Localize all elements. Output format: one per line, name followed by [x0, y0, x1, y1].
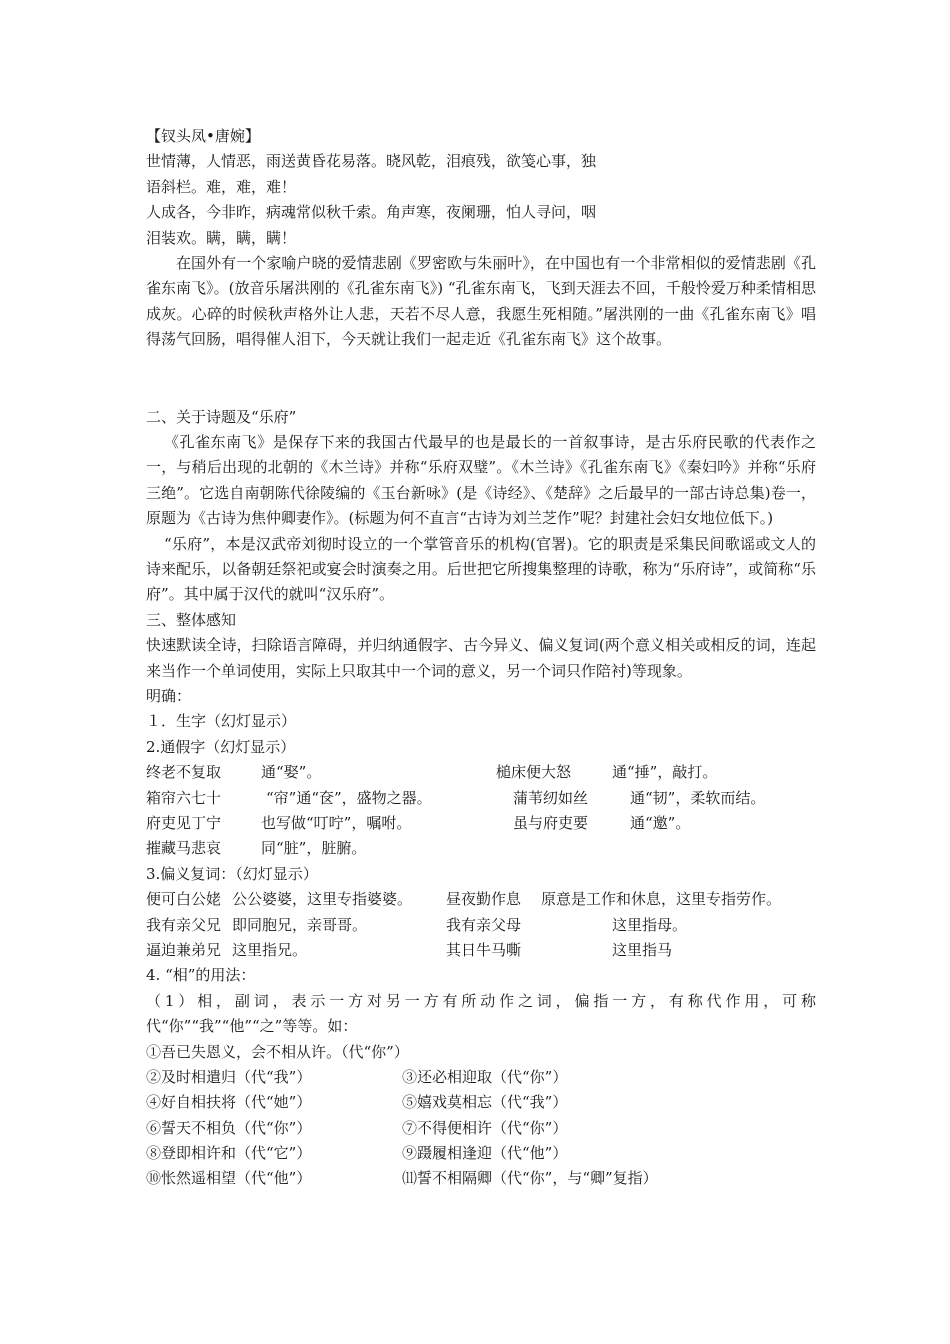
example-line: ②及时相遣归（代“我”） — [146, 1067, 312, 1086]
example-note: 通“韧”，柔软而结。 — [630, 788, 766, 807]
example-line: ⑾誓不相隔卿（代“你”，与“卿”复指） — [402, 1169, 658, 1188]
poem-line: 世情薄，人情恶，雨送黄昏花易落。晓风乾，泪痕残，欲笺心事，独 — [146, 152, 597, 171]
example-word: 槌床便大怒 — [496, 763, 572, 782]
example-line: ⑨蹑履相逢迎（代“他”） — [402, 1144, 568, 1163]
list-item: 4. “相”的用法： — [146, 966, 256, 985]
table-row — [146, 887, 816, 912]
section-heading: 三、整体感知 — [146, 610, 237, 629]
list-item: 2.通假字（幻灯显示） — [146, 737, 296, 756]
example-note: “帘”通“奁”，盛物之器。 — [266, 788, 432, 807]
table-row — [146, 938, 816, 963]
example-word: 我有亲父兄 — [146, 915, 222, 934]
example-note: 公公婆婆，这里专指婆婆。 — [232, 890, 413, 909]
example-word: 昼夜勤作息 — [446, 890, 522, 909]
example-note: 这里指兄。 — [232, 940, 308, 959]
example-note: 这里指母。 — [612, 915, 688, 934]
example-note: 即同胞兄，亲哥哥。 — [232, 915, 368, 934]
example-note: 也写做“叮咛”，嘱咐。 — [261, 813, 412, 832]
poem-title: 【钗头凤•唐婉】 — [146, 127, 260, 145]
body-paragraph: 快速默读全诗，扫除语言障碍，并归纳通假字、古今异义、偏义复词(两个意义相关或相反的词，连起来当作一个单词使用，实际上只取其中一个词的意义，另一个词只作陪衬)等现象。 — [146, 636, 816, 680]
example-note: 原意是工作和休息，这里专指劳作。 — [541, 890, 782, 909]
table-row — [146, 786, 816, 811]
section-heading: 二、关于诗题及“乐府” — [146, 407, 297, 426]
example-word: 终老不复取 — [146, 763, 222, 782]
body-paragraph: （1）相，副词，表示一方对另一方有所动作之词，偏指一方，有称代作用，可称代“你”“我”“他”“之”等等。如： — [146, 991, 816, 1036]
example-word: 蒲苇纫如丝 — [513, 788, 589, 807]
example-line: ⑩怅然遥相望（代“他”） — [146, 1169, 312, 1188]
example-word: 逼迫兼弟兄 — [146, 940, 222, 959]
example-word: 府吏见丁宁 — [146, 813, 222, 832]
clarify-label: 明确： — [146, 687, 192, 706]
table-row — [146, 1141, 816, 1166]
example-word: 摧藏马悲哀 — [146, 839, 222, 858]
body-paragraph: 《孔雀东南飞》是保存下来的我国古代最早的也是最长的一首叙事诗，是古乐府民歌的代表作之一，与稍后出现的北朝的《木兰诗》并称“乐府双璧”。《木兰诗》《孔雀东南飞》《秦妇吟》并称“乐府三绝”。它选自南朝陈代徐陵编的《玉台新咏》(是《诗经》、《楚辞》之后最早的一部古诗总集)卷一，原题为《古诗为焦仲卿妻作》。(标题为何不直言“古诗为刘兰芝作”呢？封建社会妇女地位低下。) — [146, 432, 816, 528]
example-note: 通“邀”。 — [630, 813, 691, 832]
table-row — [146, 913, 816, 938]
example-word: 虽与府吏要 — [513, 813, 589, 832]
table-row — [146, 1166, 816, 1191]
table-row — [146, 811, 816, 836]
example-line: ①吾已失恩义，会不相从许。（代“你”） — [146, 1042, 409, 1061]
example-line: ⑧登即相许和（代“它”） — [146, 1144, 312, 1163]
example-note: 这里指马 — [612, 940, 673, 959]
example-word: 其日牛马嘶 — [446, 940, 522, 959]
example-word: 便可白公姥 — [146, 890, 222, 909]
document-page — [146, 124, 816, 1192]
table-row — [146, 760, 816, 785]
example-word: 箱帘六七十 — [146, 788, 222, 807]
body-paragraph: “乐府”，本是汉武帝刘彻时设立的一个掌管音乐的机构(官署)。它的职责是采集民间歌谣或文人的诗来配乐，以备朝廷祭祀或宴会时演奏之用。后世把它所搜集整理的诗歌，称为“乐府诗”，或简称“乐府”。其中属于汉代的就叫“汉乐府”。 — [146, 534, 816, 604]
example-note: 通“捶”，敲打。 — [612, 763, 718, 782]
list-item: １．生字（幻灯显示） — [146, 712, 297, 731]
example-line: ⑦不得便相许（代“你”） — [402, 1118, 568, 1137]
list-item: 3.偏义复词：（幻灯显示） — [146, 864, 318, 883]
example-line: ⑥誓天不相负（代“你”） — [146, 1118, 312, 1137]
poem-line: 人成各，今非昨，病魂常似秋千索。角声寒，夜阑珊，怕人寻问，咽 — [146, 203, 597, 222]
example-line: ③还必相迎取（代“你”） — [402, 1067, 568, 1086]
example-word: 我有亲父母 — [446, 915, 522, 934]
poem-line: 泪装欢。瞒，瞒，瞒！ — [146, 228, 297, 247]
table-row — [146, 1090, 816, 1115]
poem-line: 语斜栏。难，难，难！ — [146, 177, 297, 196]
table-row — [146, 1065, 816, 1090]
example-line: ④好自相扶将（代“她”） — [146, 1093, 312, 1112]
table-row — [146, 1116, 816, 1141]
table-row — [146, 836, 816, 861]
example-note: 通“娶”。 — [261, 763, 322, 782]
example-line: ⑤嬉戏莫相忘（代“我”） — [402, 1093, 568, 1112]
intro-paragraph: 在国外有一个家喻户晓的爱情悲剧《罗密欧与朱丽叶》，在中国也有一个非常相似的爱情悲剧《孔雀东南飞》。(放音乐屠洪刚的《孔雀东南飞》) “孔雀东南飞，飞到天涯去不回，千般怜爱万种柔情相思成灰。心碎的时候秋声格外让人悲，天若不尽人意，我愿生死相随。”屠洪刚的一曲《孔雀东南飞》唱得荡气回肠，唱得催人泪下，今天就让我们一起走近《孔雀东南飞》这个故事。 — [146, 253, 816, 349]
example-note: 同“脏”，脏腑。 — [261, 839, 367, 858]
